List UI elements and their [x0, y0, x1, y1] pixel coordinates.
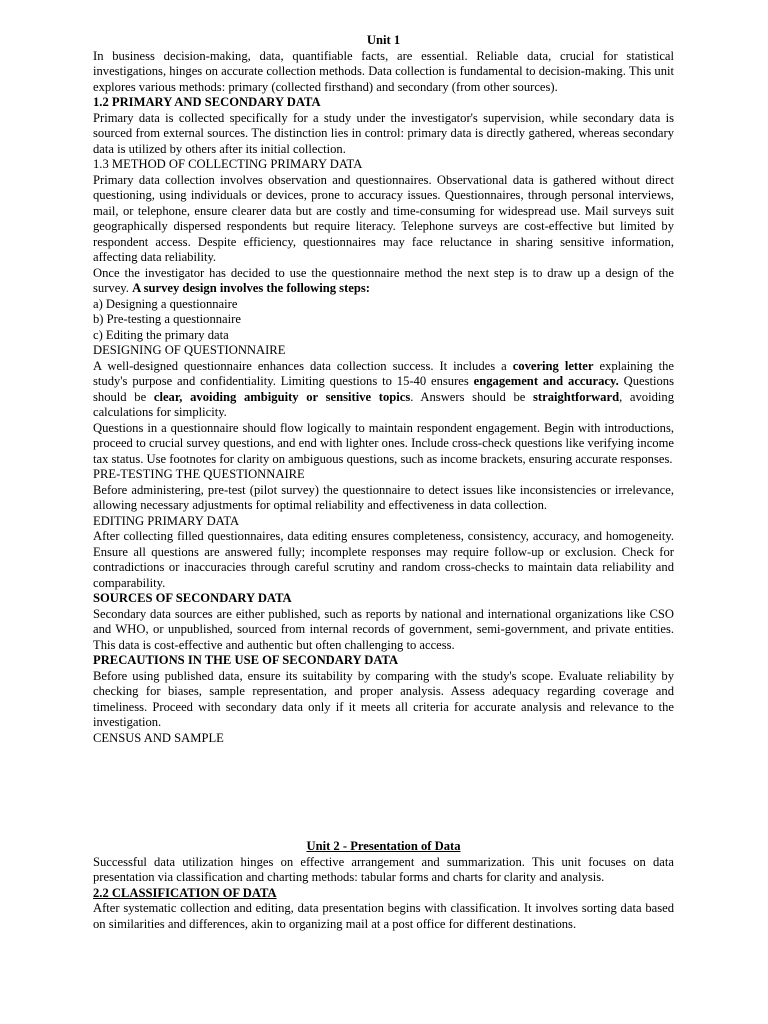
designing-paragraph-1 [93, 359, 674, 421]
pretest-heading: PRE-TESTING THE QUESTIONNAIRE [93, 467, 305, 481]
designing-text: . Answers should be [410, 389, 534, 404]
designing-heading: DESIGNING OF QUESTIONNAIRE [93, 343, 286, 357]
section-2-2-text: After systematic collection and editing, data presentation begins with classification. It involves sorting data based on similarities and differences, akin to organizing mail at a post office for different destinations. [93, 901, 674, 931]
document-page [93, 33, 674, 932]
unit1-intro: In business decision-making, data, quantifiable facts, are essential. Reliable data, crucial for statistical investigations, hinges on accurate collection methods. Data collection is fundamental to decision-making. This unit explores various methods: primary (collected firsthand) and secondary (from other sources). [93, 48, 674, 94]
editing-heading: EDITING PRIMARY DATA [93, 513, 240, 528]
unit1-title: Unit 1 [366, 33, 401, 47]
designing-bold: engagement and accuracy. [473, 374, 619, 388]
designing-bold: clear, avoiding ambiguity or sensitive topics [153, 389, 411, 404]
section-1-2-text: Primary data is collected specifically for a study under the investigator's supervision, while secondary data is sourced from external sources. The distinction lies in control: primary data is directly gathered, whereas secondary data is utilized by others after its initial collection. [93, 110, 674, 156]
survey-step: c) Editing the primary data [93, 327, 229, 342]
census-heading: CENSUS AND SAMPLE [93, 730, 224, 745]
survey-design-paragraph [93, 266, 674, 297]
pretest-text: Before administering, pre-test (pilot survey) the questionnaire to detect issues like inconsistencies or irrelevance, allowing necessary adjustments for optimal reliability and effectiveness in data collection. [93, 482, 674, 512]
sources-text: Secondary data sources are either published, such as reports by national and international organizations like CSO and WHO, or unpublished, sourced from internal records of government, semi-government, and private entities. This data is cost-effective and authentic but often challenging to access. [93, 606, 674, 652]
page-spacer [93, 746, 674, 839]
section-1-3-heading: 1.3 METHOD OF COLLECTING PRIMARY DATA [93, 157, 363, 171]
sources-heading: SOURCES OF SECONDARY DATA [93, 591, 292, 605]
designing-bold: covering letter [512, 358, 594, 373]
unit2-title: Unit 2 - Presentation of Data [306, 839, 461, 853]
designing-paragraph-2: Questions in a questionnaire should flow logically to maintain respondent engagement. Begin with introductions, proceed to crucial survey questions, and end with lighter ones. Include cross-check questions like verifying income tax status. Use footnotes for clarity on ambiguous questions, such as income brackets, ensuring accurate responses. [93, 420, 674, 466]
designing-bold: straightforward [533, 389, 620, 404]
designing-text: explaining the study's purpose and confidentiality. Limiting questions to 15-40 ensures [93, 358, 675, 388]
survey-step: a) Designing a questionnaire [93, 296, 238, 311]
survey-step: b) Pre-testing a questionnaire [93, 312, 241, 326]
editing-text: After collecting filled questionnaires, data editing ensures completeness, consistency, accuracy, and homogeneity. Ensure all questions are answered fully; incomplete responses may require follow-up or exclusion. Check for contradictions or inaccuracies through careful scrutiny and random cross-checks to maintain data reliability and comparability. [93, 529, 674, 590]
precautions-text: Before using published data, ensure its suitability by comparing with the study's scope. Evaluate reliability by checking for biases, sample representation, and proper analysis. Assess adequacy regarding coverage and timeliness. Proceed with secondary data only if it meets all criteria for accurate analysis and relevance to the investigation. [93, 668, 674, 729]
designing-text: A well-designed questionnaire enhances data collection success. It includes a [93, 358, 513, 373]
designing-text: Questions should be [93, 374, 674, 404]
section-2-2-heading: 2.2 CLASSIFICATION OF DATA [93, 885, 277, 900]
designing-text: , avoiding calculations for simplicity. [93, 389, 674, 419]
unit2-intro: Successful data utilization hinges on effective arrangement and summarization. This unit focuses on data presentation via classification and charting methods: tabular forms and charts for clarity and analysis. [93, 854, 674, 884]
survey-design-text: Once the investigator has decided to use the questionnaire method the next step is to draw up a design of the survey. [93, 265, 674, 295]
section-1-2-heading: 1.2 PRIMARY AND SECONDARY DATA [93, 95, 321, 109]
survey-design-bold: A survey design involves the following steps: [132, 281, 370, 295]
precautions-heading: PRECAUTIONS IN THE USE OF SECONDARY DATA [93, 653, 399, 667]
section-1-3-text: Primary data collection involves observation and questionnaires. Observational data is gathered without direct questioning, using individuals or devices, prone to accuracy issues. Questionnaires, through personal interviews, mail, or telephone, ensure clearer data but are costly and time-consuming for widespread use. Mail surveys suit geographically dispersed respondents but require literacy. Telephone surveys are cost-effective but limited by respondent access. Despite efficiency, questionnaires may face reluctance in sharing sensitive information, affecting data reliability. [93, 172, 674, 264]
